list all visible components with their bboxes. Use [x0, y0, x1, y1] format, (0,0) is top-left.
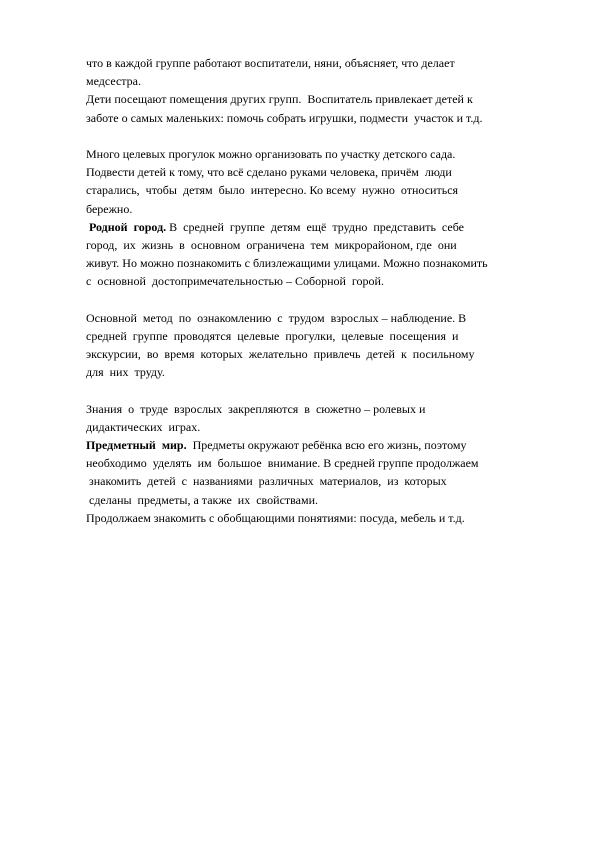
text-line: экскурсии, во время которых желательно привлечь детей к посильному [86, 347, 475, 361]
text-line: для них труду. [86, 365, 165, 380]
text-line: знакомить детей с названиями различных материалов, из которых [86, 474, 447, 489]
paragraph-3 [86, 145, 546, 218]
text-line [86, 218, 546, 236]
text-line: живут. Но можно познакомить с близлежащими улицами. Можно познакомить [86, 256, 488, 271]
text-line: с основной достопримечательностью – Соборной горой. [86, 274, 384, 289]
text-line: Много целевых прогулок можно организовать по участку детского сада. [86, 146, 456, 161]
section-heading-object-world: Предметный мир. [86, 437, 187, 452]
text-line: Основной метод по ознакомлению с трудом взрослых – наблюдение. В [86, 310, 467, 325]
paragraph-6 [86, 400, 546, 436]
paragraph-spacer [86, 127, 546, 145]
text-line: старались, чтобы детям было интересно. Ко всему нужно относиться [86, 183, 459, 198]
text-line: Продолжаем знакомить с обобщающими понятиями: посуда, мебель и т.д. [86, 510, 465, 525]
paragraph-5 [86, 309, 546, 382]
text-line: Знания о труде взрослых закрепляются в сюжетно – ролевых и [86, 401, 426, 416]
section-heading-home-city: Родной город. [89, 219, 167, 234]
document-body [86, 54, 546, 527]
text-line: бережно. [86, 201, 133, 216]
text-line: город, их жизнь в основном ограничена тем микрорайоном, где они [86, 237, 457, 252]
paragraph-4 [86, 218, 546, 291]
text-line [86, 436, 546, 454]
text-line: заботе о самых маленьких: помочь собрать игрушки, подмести участок и т.д. [86, 110, 483, 125]
text-fragment: Предметы окружают ребёнка всю его жизнь, поэтому [186, 437, 467, 452]
paragraph-spacer [86, 381, 546, 399]
text-line: необходимо уделять им большое внимание. В средней группе продолжаем [86, 456, 479, 471]
text-line: Дети посещают помещения других групп. Воспитатель привлекает детей к [86, 92, 473, 107]
text-line: средней группе проводятся целевые прогулки, целевые посещения и [86, 328, 459, 343]
paragraph-2 [86, 90, 546, 126]
text-line: медсестра. [86, 74, 142, 89]
paragraph-1 [86, 54, 546, 90]
paragraph-spacer [86, 290, 546, 308]
text-line: дидактических играх. [86, 419, 201, 434]
text-fragment: В средней группе детям ещё трудно представить себе [166, 219, 464, 234]
text-line: сделаны предметы, а также их свойствами. [86, 492, 318, 507]
text-line: что в каждой группе работают воспитатели, няни, объясняет, что делает [86, 56, 455, 70]
text-line: Подвести детей к тому, что всё сделано руками человека, причём люди [86, 165, 452, 180]
paragraph-7 [86, 436, 546, 509]
paragraph-8 [86, 509, 546, 527]
